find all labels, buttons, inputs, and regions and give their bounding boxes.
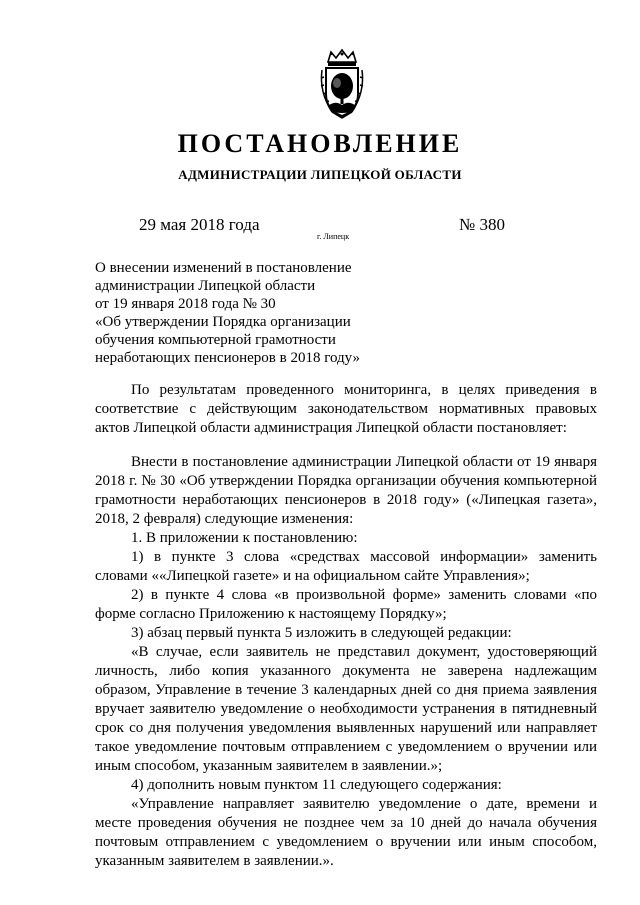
subject-line: О внесении изменений в постановление bbox=[95, 260, 352, 276]
lipetsk-coat-of-arms-icon bbox=[318, 48, 366, 120]
body-paragraph: 3) абзац первый пункта 5 изложить в следующей редакции: bbox=[131, 625, 512, 641]
subject-line: «Об утверждении Порядка организации bbox=[95, 314, 351, 330]
document-date: 29 мая 2018 года bbox=[139, 215, 260, 234]
document-subject bbox=[95, 259, 360, 367]
subject-line: администрации Липецкой области bbox=[95, 278, 316, 294]
body-paragraph: «В случае, если заявитель не представил документ, удостоверяющий личность, либо копия указанного документа не заверена надлежащим образом, Управление в течение 3 календарных дней со дня приема заявления вручает заявителю уведомление о необходимости устранения в пятидневный срок со дня получения уведомления выявленных нарушений или направляет такое уведомление почтовым отправлением с уведомлением о вручении или иным способом, указанным заявителем в заявлении.»; bbox=[95, 644, 597, 774]
body-paragraph: 2) в пункте 4 слова «в произвольной форме» заменить словами «по форме согласно Приложению к настоящему Порядку»; bbox=[95, 587, 597, 622]
subject-line: обучения компьютерной грамотности bbox=[95, 332, 336, 348]
document-title: ПОСТАНОВЛЕНИЕ bbox=[177, 129, 463, 158]
subject-line: от 19 января 2018 года № 30 bbox=[95, 296, 276, 312]
subject-line: неработающих пенсионеров в 2018 году» bbox=[95, 350, 361, 366]
document-subtitle: АДМИНИСТРАЦИИ ЛИПЕЦКОЙ ОБЛАСТИ bbox=[178, 167, 462, 182]
document-body bbox=[95, 381, 597, 871]
body-paragraph: «Управление направляет заявителю уведомление о дате, времени и месте проведения обучения не позднее чем за 10 дней до начала обучения почтовым отправлением с уведомлением о вручении или иным способом, указанным заявителем в заявлении.». bbox=[95, 796, 597, 869]
body-paragraph: 4) дополнить новым пунктом 11 следующего содержания: bbox=[131, 777, 502, 793]
document-city: г. Липецк bbox=[317, 232, 350, 241]
body-paragraph: 1) в пункте 3 слова «средствах массовой информации» заменить словами ««Липецкой газете» и на официальном сайте Управления»; bbox=[95, 549, 597, 584]
intro-paragraph: Внести в постановление администрации Липецкой области от 19 января 2018 г. № 30 «Об утверждении Порядка организации обучения компьютерной грамотности неработающих пенсионеров в 2018 году» («Липецкая газета», 2018, 2 февраля) следующие изменения: bbox=[95, 454, 597, 527]
body-paragraph: 1. В приложении к постановлению: bbox=[131, 530, 358, 546]
preamble-paragraph: По результатам проведенного мониторинга, в целях приведения в соответствие с действующим законодательством нормативных правовых актов Липецкой области администрация Липецкой области постановляет: bbox=[95, 382, 597, 436]
document-number: № 380 bbox=[459, 215, 505, 234]
